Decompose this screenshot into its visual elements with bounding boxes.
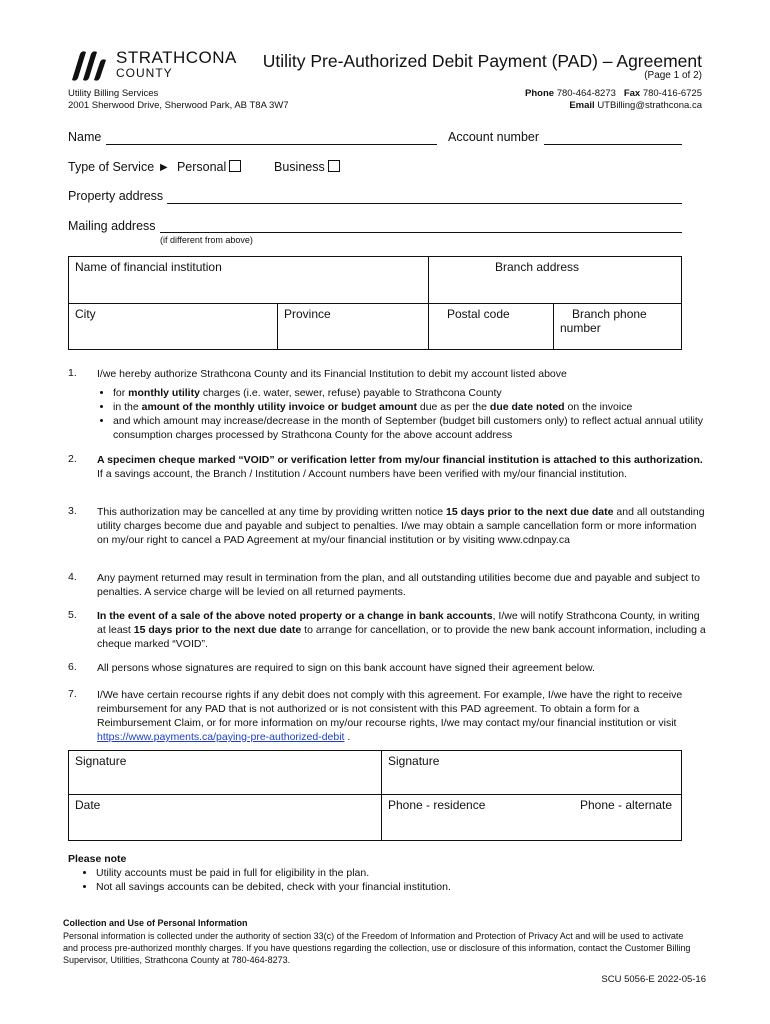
- signature-2-cell[interactable]: [382, 751, 682, 795]
- service-type-row: [68, 160, 241, 174]
- fax-label: Fax: [623, 88, 641, 99]
- term-6: All persons whose signatures are required to sign on this bank account have signed their agreement below.: [97, 662, 595, 674]
- payments-link[interactable]: https://www.payments.ca/paying-pre-authorized-debit: [97, 731, 345, 743]
- term-3-number: 3.: [68, 505, 77, 517]
- term-1-bullet-1: • for monthly utility charges (i.e. water, sewer, refuse) payable to Strathcona County: [113, 386, 707, 400]
- name-field[interactable]: [106, 144, 437, 145]
- property-address-field[interactable]: [167, 203, 682, 204]
- business-checkbox[interactable]: [328, 160, 340, 172]
- term-1-bullet-2: • in the amount of the monthly utility invoice or budget amount due as per the due date noted on the invoice: [113, 400, 707, 414]
- phone-residence-label: Phone - residence: [388, 798, 486, 812]
- term-2-number: 2.: [68, 453, 77, 465]
- account-number-field[interactable]: [544, 144, 682, 145]
- branch-phone-label: Branch phone number: [560, 307, 647, 335]
- contact-phone-fax: [525, 88, 702, 100]
- please-note-bullet-1: • Utility accounts must be paid in full for eligibility in the plan.: [96, 866, 680, 880]
- city-cell[interactable]: [69, 304, 278, 350]
- signature-1-cell[interactable]: [69, 751, 382, 795]
- city-label: City: [75, 307, 96, 321]
- term-1-bullet-3: • and which amount may increase/decrease in the month of September (budget bill customers only) to reflect actual annual utility consumption charges processed by Strathcona County for the above account address: [113, 414, 707, 442]
- personal-label: Personal: [176, 160, 227, 174]
- term-7-number: 7.: [68, 688, 77, 700]
- privacy-text: Personal information is collected under the authority of section 33(c) of the Freedom of Information and Protection of Privacy Act and will be used to activate and process pre-authorized monthly charges. If you have questions regarding the collection, use or disclosure of this information, contact the Customer Billing Supervisor, Utilities, Strathcona County at 780-464-8273.: [63, 931, 691, 965]
- name-label: Name: [68, 130, 102, 144]
- term-5: In the event of a sale of the above noted property or a change in bank accounts, I/we will notify Strathcona County, in writing at least 15 days prior to the next due date to arrange for cancellation, or to provide the new bank account information, including a cheque marked “VOID”.: [97, 610, 706, 650]
- personal-checkbox[interactable]: [229, 160, 241, 172]
- term-5-number: 5.: [68, 609, 77, 621]
- term-7-text: I/We have certain recourse rights if any debit does not comply with this agreement. For example, I/we have the right to receive reimbursement for any PAD that is not authorized or is not consistent with this PAD agreement. To obtain a form for a Reimbursement Claim, or for more information on my/our recourse rights, I/we may contact my/our financial institution or visit: [97, 689, 683, 729]
- privacy-title: Collection and Use of Personal Information: [63, 918, 248, 928]
- fax-value: 780-416-6725: [642, 88, 702, 99]
- institution-name-label: Name of financial institution: [75, 260, 222, 274]
- phone-value: 780-464-8273: [556, 88, 616, 99]
- branch-address-label: Branch address: [495, 260, 580, 274]
- department-address: 2001 Sherwood Drive, Sherwood Park, AB T8A 3W7: [68, 100, 289, 111]
- term-6-number: 6.: [68, 661, 77, 673]
- form-code: SCU 5056-E 2022-05-16: [601, 974, 706, 985]
- term-1-number: 1.: [68, 367, 77, 379]
- mailing-address-note: (if different from above): [160, 235, 253, 245]
- mailing-address-field[interactable]: [160, 232, 682, 233]
- form-title: Utility Pre-Authorized Debit Payment (PAD) – Agreement: [262, 51, 702, 71]
- logo-wordmark-county: COUNTY: [116, 66, 173, 80]
- logo-wordmark-strathcona: STRATHCONA: [116, 48, 237, 67]
- term-2-text: If a savings account, the Branch / Institution / Account numbers have been verified with my/our financial institution.: [97, 468, 627, 480]
- branch-phone-cell[interactable]: [554, 304, 682, 350]
- branch-address-cell[interactable]: [429, 257, 682, 304]
- signature-1-label: Signature: [75, 754, 127, 768]
- phone-alternate-label: Phone - alternate: [580, 798, 673, 812]
- term-1-text: I/we hereby authorize Strathcona County and its Financial Institution to debit my account listed above: [97, 368, 567, 380]
- phone-alternate-cell[interactable]: [574, 795, 682, 841]
- page-indicator: (Page 1 of 2): [644, 70, 702, 81]
- signature-table: [68, 750, 682, 841]
- province-label: Province: [284, 307, 331, 321]
- date-label: Date: [75, 798, 101, 812]
- department-name: Utility Billing Services: [68, 88, 159, 99]
- email-value: UTBilling@strathcona.ca: [597, 100, 702, 111]
- county-logo: [68, 49, 240, 83]
- term-3: This authorization may be cancelled at any time by providing written notice 15 days prior to the next due date and all outstanding utility charges become due and payable and subject to penalties. I/we may obtain a sample cancellation form or more information on my/our right to cancel a PAD Agreement at my/our financial institution or by visiting www.cdnpay.ca: [97, 506, 705, 546]
- postal-code-cell[interactable]: [429, 304, 554, 350]
- property-address-label: Property address: [68, 189, 164, 203]
- mailing-address-label: Mailing address: [68, 219, 156, 233]
- financial-institution-table: [68, 256, 682, 350]
- service-type-label: Type of Service ►: [68, 160, 170, 174]
- phone-residence-cell[interactable]: [382, 795, 575, 841]
- contact-email: [569, 100, 702, 112]
- term-1: [97, 367, 707, 442]
- email-label: Email: [569, 100, 595, 111]
- date-cell[interactable]: [69, 795, 382, 841]
- postal-code-label: Postal code: [447, 307, 510, 321]
- signature-2-label: Signature: [388, 754, 440, 768]
- business-row: [274, 160, 340, 174]
- please-note-list: [80, 866, 680, 894]
- term-2: [97, 453, 707, 481]
- institution-name-cell[interactable]: [69, 257, 429, 304]
- province-cell[interactable]: [278, 304, 429, 350]
- term-4: Any payment returned may result in termination from the plan, and all outstanding utilities become due and payable and subject to penalties. A service charge will be levied on all returned payments.: [97, 572, 700, 598]
- strathcona-logo-icon: [68, 50, 108, 82]
- term-2-bold: A specimen cheque marked “VOID” or verification letter from my/our financial institution is attached to this authorization.: [97, 454, 703, 466]
- term-7: I/We have certain recourse rights if any debit does not comply with this agreement. For example, I/we have the right to receive reimbursement for any PAD that is not authorized or is not consistent with this PAD agreement. To obtain a form for a Reimbursement Claim, or for more information on my/our recourse rights, I/we may contact my/our financial institution or visit https://www.payments.ca/paying-pre-authorized-debit .: [97, 689, 683, 743]
- term-4-number: 4.: [68, 571, 77, 583]
- business-label: Business: [274, 160, 325, 174]
- please-note-bullet-2: • Not all savings accounts can be debited, check with your financial institution.: [96, 880, 680, 894]
- phone-label: Phone: [525, 88, 555, 99]
- account-number-label: Account number: [448, 130, 540, 144]
- please-note-title: Please note: [68, 853, 127, 865]
